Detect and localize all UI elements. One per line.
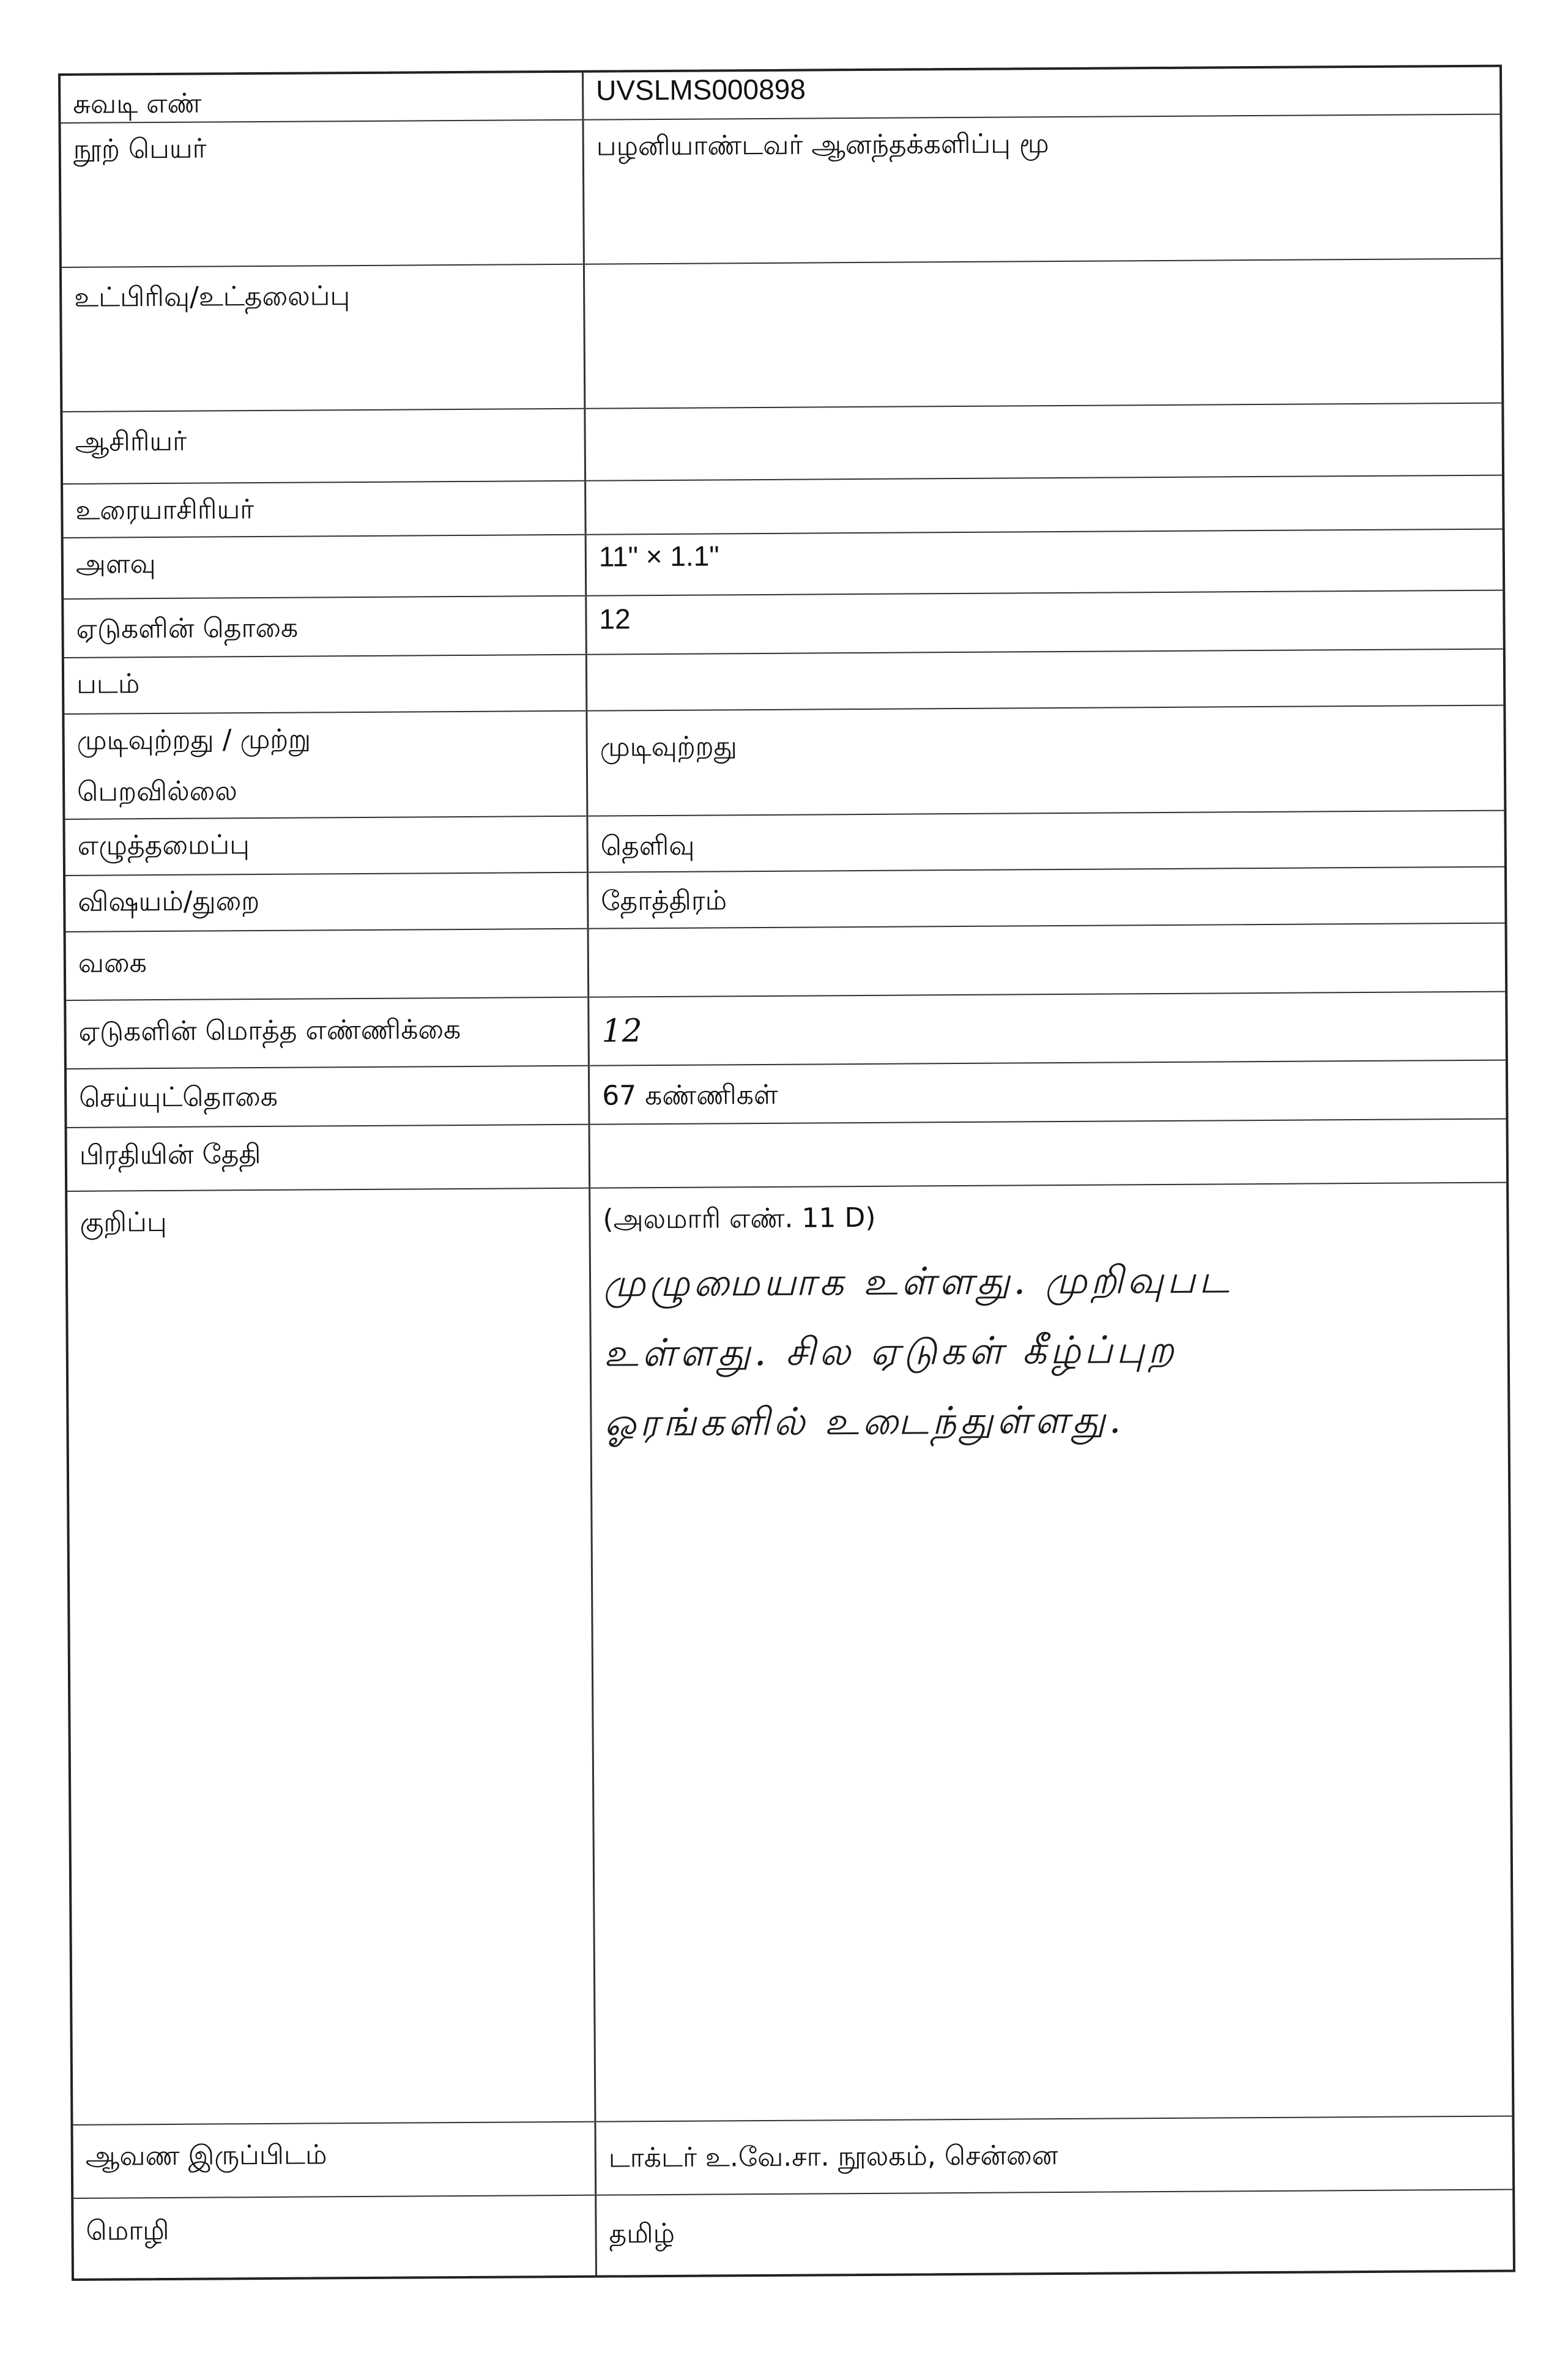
value-copy-date [590, 1120, 1507, 1188]
label-location: ஆவண இருப்பிடம் [73, 2122, 596, 2198]
value-manuscript-id: UVSLMS000898 [596, 73, 806, 106]
label-size: அளவு [64, 535, 587, 598]
label-script-clarity: எழுத்தமைப்பு [65, 817, 589, 875]
row-verse-count [67, 1061, 1506, 1128]
value-location: டாக்டர் உ.வே.சா. நூலகம், சென்னை [608, 2140, 1058, 2174]
label-verse-count: செய்யுட்தொகை [67, 1066, 590, 1127]
value-subject: தோத்திரம் [601, 885, 727, 917]
row-manuscript-id [61, 67, 1499, 124]
row-author [62, 404, 1502, 485]
row-subdivision [62, 259, 1501, 412]
row-notes [67, 1183, 1512, 2126]
row-category [66, 924, 1506, 1001]
notes-handwritten-line2: உள்ளது. சில ஏடுகள் கீழ்ப்புற [603, 1326, 1178, 1375]
label-author: ஆசிரியர் [62, 409, 586, 483]
value-notes [590, 1183, 1512, 2121]
label-completion-line2: பெறவில்லை [77, 775, 238, 808]
label-category: வகை [66, 929, 590, 1000]
label-copy-date: பிரதியின் தேதி [67, 1125, 591, 1191]
label-completion-line1: முடிவுற்றது / முற்று [76, 723, 311, 756]
row-location [73, 2117, 1512, 2199]
manuscript-record-table [58, 65, 1515, 2281]
row-commentator [63, 476, 1502, 538]
label-leaf-count: ஏடுகளின் தொகை [64, 597, 587, 657]
value-total-leaves [589, 992, 1506, 1065]
notes-handwritten-line1: முழுமையாக உள்ளது. முறிவுபட [603, 1257, 1233, 1306]
handwritten-total-leaves: 12 [601, 1013, 642, 1050]
row-script-clarity [65, 811, 1504, 876]
label-completion [64, 712, 588, 819]
notes-printed: (அலமாரி எண். 11 D) [603, 1202, 876, 1235]
row-size [64, 530, 1503, 600]
row-copy-date [67, 1120, 1507, 1192]
label-notes: குறிப்பு [67, 1189, 596, 2124]
row-language [73, 2190, 1513, 2279]
label-total-leaves: ஏடுகளின் மொத்த எண்ணிக்கை [66, 998, 590, 1068]
label-language: மொழி [73, 2196, 597, 2279]
label-subject: விஷயம்/துறை [65, 873, 589, 931]
value-leaf-count: 12 [599, 603, 631, 635]
label-commentator: உரையாசிரியர் [63, 482, 587, 537]
value-commentator [586, 476, 1502, 534]
row-leaf-count [64, 591, 1503, 658]
value-script-clarity: தெளிவு [600, 830, 695, 862]
value-author [585, 404, 1502, 480]
label-manuscript-id: சுவடி எண் [61, 73, 584, 122]
value-category [589, 924, 1506, 997]
value-title: பழனியாண்டவர் ஆனந்தக்களிப்பு மூ [596, 128, 1049, 162]
label-subdivision: உட்பிரிவு/உட்தலைப்பு [62, 265, 585, 411]
value-size: 11" × 1.1" [598, 540, 719, 573]
row-title [61, 115, 1501, 268]
row-completion [64, 706, 1504, 820]
value-verse-count: 67 கண்ணிகள் [602, 1079, 778, 1112]
row-total-leaves [66, 992, 1506, 1070]
row-illustration [64, 650, 1504, 715]
row-subject [65, 868, 1505, 932]
notes-handwritten-line3: ஓரங்களில் உடைந்துள்ளது. [604, 1397, 1125, 1445]
value-language: தமிழ் [609, 2217, 675, 2250]
label-illustration: படம் [64, 655, 588, 713]
value-completion: முடிவுற்றது [600, 731, 737, 763]
label-title: நூற் பெயர் [61, 121, 585, 267]
value-illustration [587, 650, 1504, 710]
value-subdivision [585, 259, 1501, 408]
